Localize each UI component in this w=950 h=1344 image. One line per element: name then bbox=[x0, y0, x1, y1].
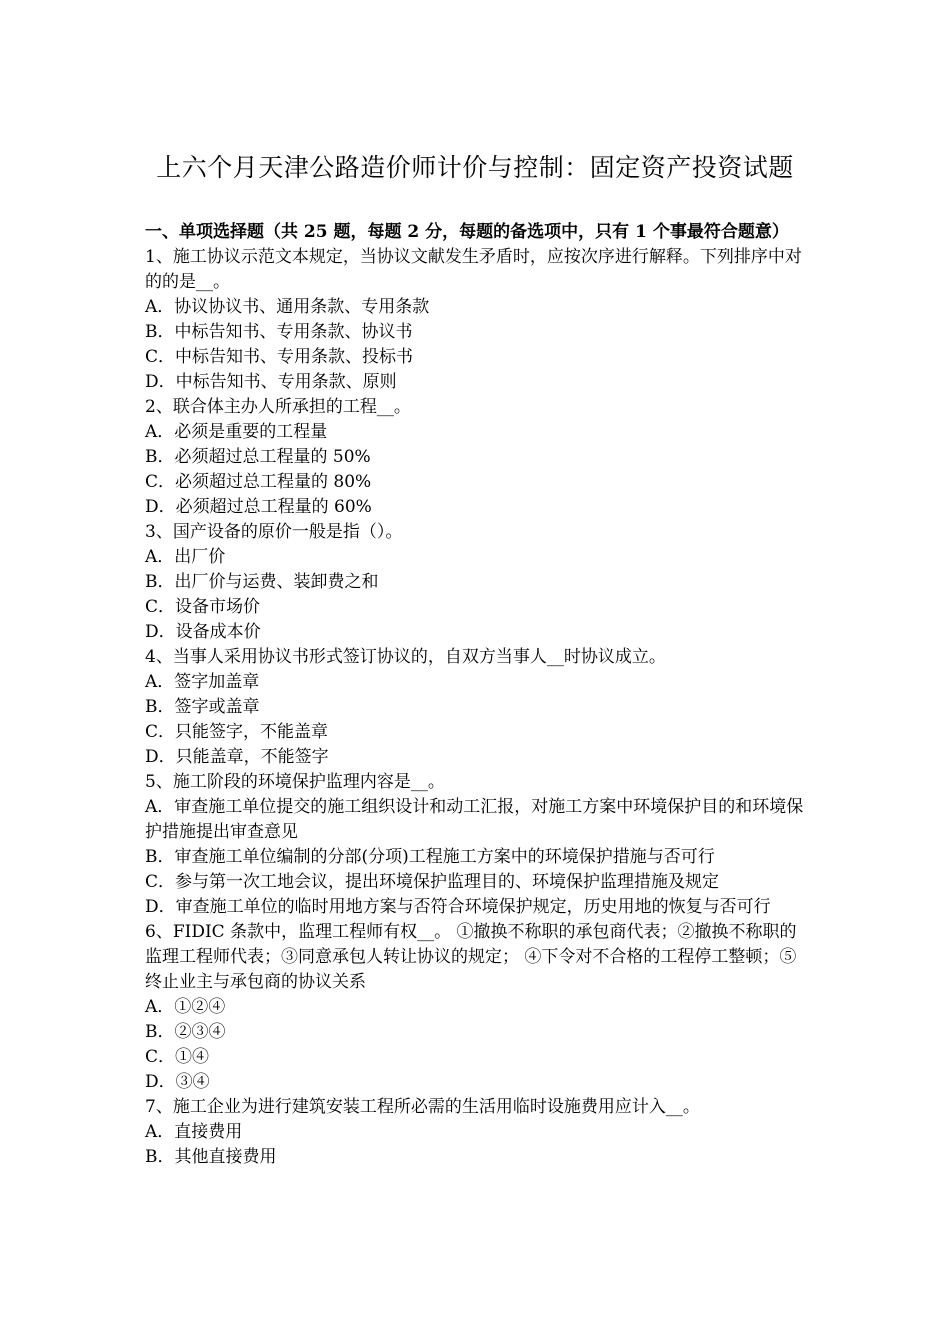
question-7 bbox=[145, 1095, 810, 1170]
option-d: D．设备成本价 bbox=[145, 622, 261, 642]
question-stem: 7、施工企业为进行建筑安装工程所必需的生活用临时设施费用应计入__。 bbox=[145, 1097, 700, 1117]
option-d: D．③④ bbox=[145, 1072, 210, 1092]
option-c: C．中标告知书、专用条款、投标书 bbox=[145, 347, 414, 367]
option-d: D．只能盖章，不能签字 bbox=[145, 747, 329, 767]
option-c: C．①④ bbox=[145, 1047, 210, 1067]
question-2 bbox=[145, 395, 810, 520]
option-b: B．审查施工单位编制的分部(分项)工程施工方案中的环境保护措施与否可行 bbox=[145, 847, 715, 867]
option-c: C．必须超过总工程量的 80% bbox=[145, 472, 372, 492]
option-b: B．中标告知书、专用条款、协议书 bbox=[145, 322, 413, 342]
option-a: A．签字加盖章 bbox=[145, 672, 260, 692]
question-stem: 3、国产设备的原价一般是指（）。 bbox=[145, 522, 403, 542]
question-stem: 5、施工阶段的环境保护监理内容是__。 bbox=[145, 772, 445, 792]
option-a: A．协议协议书、通用条款、专用条款 bbox=[145, 297, 430, 317]
option-c: C．参与第一次工地会议，提出环境保护监理目的、环境保护监理措施及规定 bbox=[145, 872, 720, 892]
question-stem: 6、FIDIC 条款中，监理工程师有权__。 ①撤换不称职的承包商代表；②撤换不称职的监理工程师代表；③同意承包人转让协议的规定； ④下令对不合格的工程停工整顿；⑤终止业主与承包商的协议关系 bbox=[145, 922, 797, 992]
option-d: D．必须超过总工程量的 60% bbox=[145, 497, 372, 517]
option-a: A．直接费用 bbox=[145, 1122, 243, 1142]
option-a: A．出厂价 bbox=[145, 547, 226, 567]
option-a: A．①②④ bbox=[145, 997, 226, 1017]
document-title: 上六个月天津公路造价师计价与控制：固定资产投资试题 bbox=[156, 153, 794, 182]
option-b: B．出厂价与运费、装卸费之和 bbox=[145, 572, 379, 592]
option-b: B．其他直接费用 bbox=[145, 1147, 277, 1167]
section-heading: 一、单项选择题（共 25 题，每题 2 分，每题的备选项中，只有 1 个事最符合题意） bbox=[145, 222, 789, 242]
option-b: B．必须超过总工程量的 50% bbox=[145, 447, 371, 467]
option-a: A．必须是重要的工程量 bbox=[145, 422, 328, 442]
option-d: D．中标告知书、专用条款、原则 bbox=[145, 372, 397, 392]
option-a: A．审查施工单位提交的施工组织设计和动工汇报，对施工方案中环境保护目的和环境保护措施提出审查意见 bbox=[145, 797, 804, 842]
option-c: C．只能签字，不能盖章 bbox=[145, 722, 329, 742]
question-4 bbox=[145, 645, 810, 770]
question-6 bbox=[145, 920, 810, 1095]
question-stem: 1、施工协议示范文本规定，当协议文献发生矛盾时，应按次序进行解释。下列排序中对的的是__。 bbox=[145, 247, 802, 292]
option-c: C．设备市场价 bbox=[145, 597, 261, 617]
option-d: D．审查施工单位的临时用地方案与否符合环境保护规定，历史用地的恢复与否可行 bbox=[145, 897, 771, 917]
option-b: B．②③④ bbox=[145, 1022, 226, 1042]
question-1 bbox=[145, 245, 810, 395]
question-stem: 2、联合体主办人所承担的工程__。 bbox=[145, 397, 411, 417]
option-b: B．签字或盖章 bbox=[145, 697, 260, 717]
document-body bbox=[145, 220, 810, 1170]
question-5 bbox=[145, 770, 810, 920]
question-stem: 4、当事人采用协议书形式签订协议的，自双方当事人__时协议成立。 bbox=[145, 647, 666, 667]
question-3 bbox=[145, 520, 810, 645]
